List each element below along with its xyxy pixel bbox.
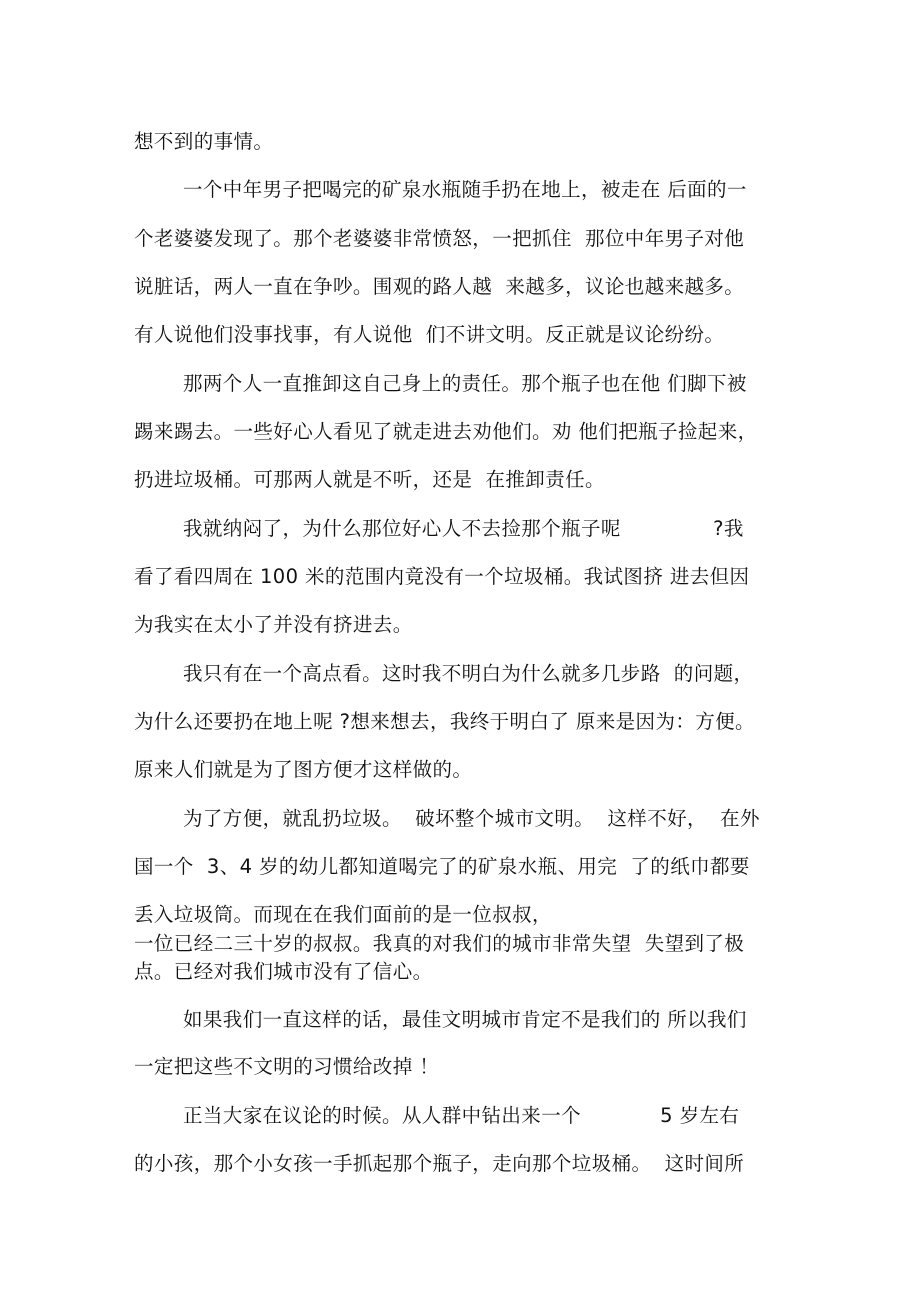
text-line: 一个中年男子把喝完的矿泉水瓶随手扔在地上，被走在 后面的一 [183, 178, 747, 201]
text-line: 如果我们一直这样的话，最佳文明城市肯定不是我们的 所以我们 [183, 1008, 747, 1031]
text-line: 国一个 3、4 岁的幼儿都知道喝完了的矿泉水瓶、用完 了的纸巾都要 [134, 855, 750, 878]
text-line: 看了看四周在 100 米的范围内竟没有一个垃圾桶。我试图挤 进去但因 [134, 565, 750, 588]
text-line: 丢入垃圾筒。而现在在我们面前的是一位叔叔， [134, 903, 552, 926]
text-line: 踢来踢去。一些好心人看见了就走进去劝他们。劝 他们把瓶子捡起来， [134, 420, 758, 443]
text-line: 有人说他们没事找事，有人说他 们不讲文明。反正就是议论纷纷。 [134, 323, 725, 346]
text-line: 那两个人一直推卸这自己身上的责任。那个瓶子也在他 们脚下被 [183, 372, 747, 395]
text-line: 的小孩，那个小女孩一手抓起那个瓶子，走向那个垃圾桶。 这时间所 [134, 1152, 745, 1175]
text-line: 为什么还要扔在地上呢 ?想来想去，我终于明白了 原来是因为：方便。 [134, 710, 755, 733]
text-line: 想不到的事情。 [134, 130, 274, 153]
text-line: 我就纳闷了，为什么那位好心人不去捡那个瓶子呢 ?我 [183, 517, 744, 540]
text-line: 一位已经二三十岁的叔叔。我真的对我们的城市非常失望 失望到了极 [134, 932, 745, 955]
text-line: 点。已经对我们城市没有了信心。 [134, 960, 433, 983]
text-line: 正当大家在议论的时候。从人群中钻出来一个 5 岁左右 [183, 1104, 740, 1127]
text-line: 个老婆婆发现了。那个老婆婆非常愤怒，一把抓住 那位中年男子对他 [134, 227, 745, 250]
text-line: 说脏话，两人一直在争吵。围观的路人越 来越多，议论也越来越多。 [134, 275, 745, 298]
text-line: 原来人们就是为了图方便才这样做的。 [134, 758, 473, 781]
text-line: 为了方便，就乱扔垃圾。 破坏整个城市文明。 这样不好， 在外 [183, 807, 760, 830]
text-line: 一定把这些不文明的习惯给改掉 ！ [134, 1055, 440, 1078]
text-line: 扔进垃圾桶。可那两人就是不听，还是 在推卸责任。 [134, 468, 605, 491]
text-line: 为我实在太小了并没有挤进去。 [134, 613, 413, 636]
text-line: 我只有在一个高点看。这时我不明白为什么就多几步路 的问题， [183, 662, 754, 685]
